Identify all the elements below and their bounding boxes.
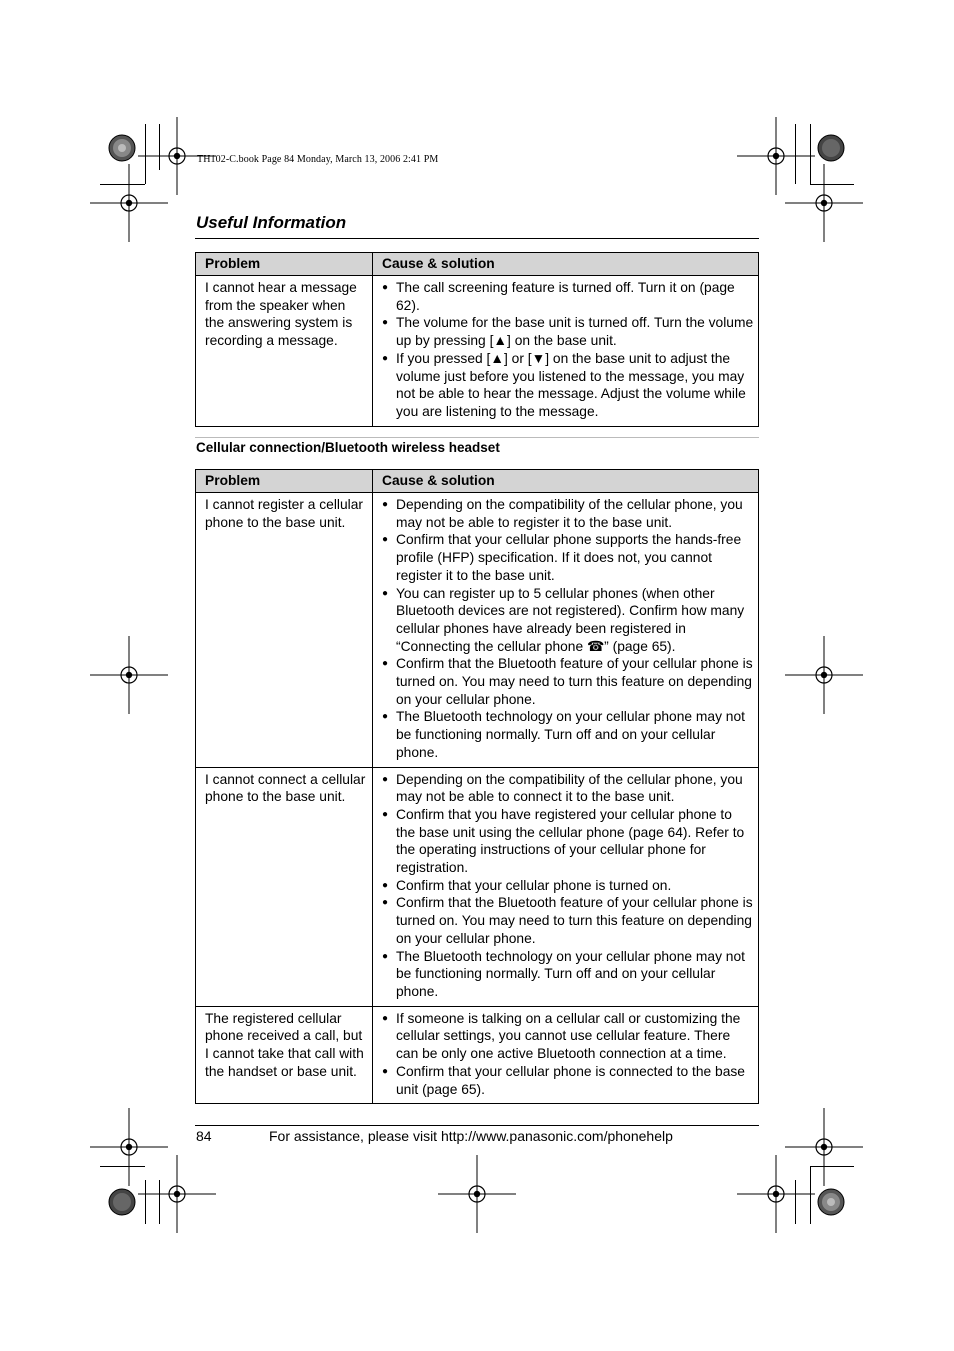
problem-column-header: Problem [196, 253, 373, 276]
solution-item: ● If you pressed [▲] or [▼] on the base unit to adjust the volume just before you listened to the message, you may not be able to hear the message. Adjust the volume while you are listening to the message. [382, 350, 754, 421]
crosshair-target-icon [90, 1108, 168, 1186]
solution-item: ● Confirm that your cellular phone supports the hands-free profile (HFP) specification. If it does not, you cannot register it to the base unit. [382, 531, 754, 584]
footer-divider [195, 1125, 759, 1126]
solution-item: ● Confirm that the Bluetooth feature of your cellular phone is turned on. You may need to turn this feature on depending on your cellular phone. [382, 894, 754, 947]
solution-list [382, 279, 754, 421]
problem-column-header: Problem [196, 470, 373, 493]
solution-item: ● Confirm that your cellular phone is connected to the base unit (page 65). [382, 1063, 754, 1098]
solution-item: ● The Bluetooth technology on your cellular phone may not be functioning normally. Turn off and on your cellular phone. [382, 948, 754, 1001]
solution-item: ● Confirm that your cellular phone is turned on. [382, 877, 754, 895]
crosshair-target-icon [785, 636, 863, 714]
table-row [196, 493, 759, 768]
dark-disc-mark-icon [818, 135, 844, 161]
crosshair-target-icon [737, 1155, 815, 1233]
solution-item: ● The call screening feature is turned off. Turn it on (page 62). [382, 279, 754, 314]
table-row [196, 1006, 759, 1104]
crosshair-target-icon [438, 1155, 516, 1233]
solution-item: ● Depending on the compatibility of the cellular phone, you may not be able to register it to the base unit. [382, 496, 754, 531]
table-row [196, 276, 759, 427]
solution-item: ● Depending on the compatibility of the cellular phone, you may not be able to connect it to the base unit. [382, 771, 754, 806]
crosshair-target-icon [785, 1108, 863, 1186]
book-info-line: TH102-C.book Page 84 Monday, March 13, 2006 2:41 PM [197, 154, 439, 165]
crosshair-target-icon [785, 164, 863, 242]
solution-item: ● You can register up to 5 cellular phones (when other Bluetooth devices are not registered). Confirm how many cellular phones have already been registered in “Connecting the cellular phone ☎” (page 65). [382, 585, 754, 656]
footer-help-text: For assistance, please visit http://www.panasonic.com/phonehelp [269, 1128, 673, 1144]
cause-column-header: Cause & solution [373, 253, 759, 276]
page-number: 84 [196, 1128, 212, 1144]
cause-cell [373, 767, 759, 1006]
problem-cell: I cannot hear a message from the speaker when the answering system is recording a message. [196, 276, 373, 427]
crosshair-target-icon [737, 117, 815, 195]
solution-item: ● Confirm that the Bluetooth feature of your cellular phone is turned on. You may need to turn this feature on depending on your cellular phone. [382, 655, 754, 708]
problem-cell: I cannot connect a cellular phone to the base unit. [196, 767, 373, 1006]
cause-column-header: Cause & solution [373, 470, 759, 493]
solution-item: ● If someone is talking on a cellular call or customizing the cellular settings, you cannot use cellular feature. There can be only one active Bluetooth connection at a time. [382, 1010, 754, 1063]
crosshair-target-icon [90, 636, 168, 714]
solution-list [382, 771, 754, 1001]
solution-list [382, 496, 754, 762]
solution-list [382, 1010, 754, 1099]
crosshair-target-icon [138, 1155, 216, 1233]
subsection-divider [195, 437, 759, 438]
table-header-row [196, 470, 759, 493]
title-divider [195, 238, 759, 239]
cause-cell [373, 493, 759, 768]
dark-disc-mark-icon [109, 1189, 135, 1215]
section-title: Useful Information [196, 213, 347, 232]
sunburst-mark-icon [818, 1189, 844, 1215]
troubleshooting-table-answering [195, 252, 759, 427]
crosshair-target-icon [90, 164, 168, 242]
table-row [196, 767, 759, 1006]
solution-item: ● The Bluetooth technology on your cellular phone may not be functioning normally. Turn off and on your cellular phone. [382, 708, 754, 761]
sunburst-mark-icon [109, 135, 135, 161]
solution-item: ● The volume for the base unit is turned off. Turn the volume up by pressing [▲] on the base unit. [382, 314, 754, 349]
subsection-heading: Cellular connection/Bluetooth wireless headset [196, 440, 500, 455]
table-header-row [196, 253, 759, 276]
troubleshooting-table-cellular [195, 469, 759, 1104]
cause-cell [373, 276, 759, 427]
problem-cell: The registered cellular phone received a call, but I cannot take that call with the handset or base unit. [196, 1006, 373, 1104]
problem-cell: I cannot register a cellular phone to the base unit. [196, 493, 373, 768]
cause-cell [373, 1006, 759, 1104]
solution-item: ● Confirm that you have registered your cellular phone to the base unit using the cellular phone (page 64). Refer to the operating instructions of your cellular phone for registration. [382, 806, 754, 877]
